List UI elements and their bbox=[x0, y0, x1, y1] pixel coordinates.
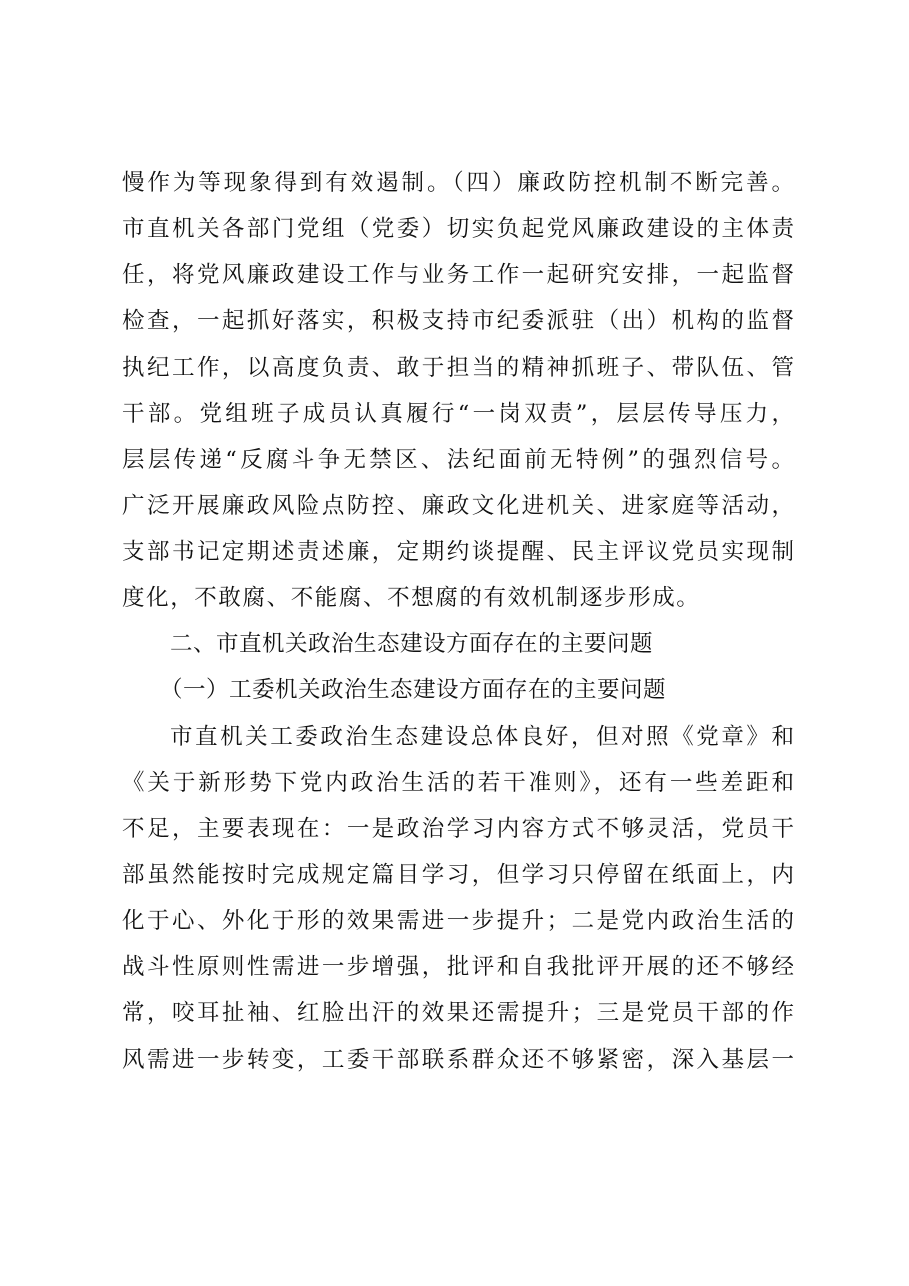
paragraph-2-line-7: 常，咬耳扯袖、红脸出汗的效果还需提升；三是党员干部的作 bbox=[122, 1000, 794, 1026]
paragraph-1-line-10: 度化，不敢腐、不能腐、不想腐的有效机制逐步形成。 bbox=[122, 585, 701, 611]
paragraph-1-line-7: 层层传递“反腐斗争无禁区、法纪面前无特例”的强烈信号。 bbox=[122, 447, 794, 473]
paragraph-2-line-1: 市直机关工委政治生态建设总体良好，但对照《党章》和 bbox=[170, 724, 794, 750]
paragraph-1-line-6: 干部。党组班子成员认真履行“一岗双责”，层层传导压力， bbox=[122, 401, 794, 427]
paragraph-1-line-4: 检查，一起抓好落实，积极支持市纪委派驻（出）机构的监督 bbox=[122, 308, 794, 334]
paragraph-1-line-8: 广泛开展廉政风险点防控、廉政文化进机关、进家庭等活动， bbox=[122, 493, 794, 519]
paragraph-1-line-2: 市直机关各部门党组（党委）切实负起党风廉政建设的主体责 bbox=[122, 216, 794, 242]
section-heading: 二、市直机关政治生态建设方面存在的主要问题 bbox=[170, 631, 654, 657]
paragraph-1-line-9: 支部书记定期述责述廉，定期约谈提醒、民主评议党员实现制 bbox=[122, 539, 794, 565]
paragraph-2-line-6: 战斗性原则性需进一步增强，批评和自我批评开展的还不够经 bbox=[122, 954, 794, 980]
paragraph-1-line-3: 任，将党风廉政建设工作与业务工作一起研究安排，一起监督 bbox=[122, 262, 794, 288]
paragraph-2-line-3: 不足，主要表现在：一是政治学习内容方式不够灵活，党员干 bbox=[122, 816, 794, 842]
paragraph-2-line-2: 《关于新形势下党内政治生活的若干准则》，还有一些差距和 bbox=[122, 770, 794, 796]
paragraph-2-line-8: 风需进一步转变，工委干部联系群众还不够紧密，深入基层一 bbox=[122, 1047, 794, 1073]
paragraph-1-line-5: 执纪工作，以高度负责、敢于担当的精神抓班子、带队伍、管 bbox=[122, 355, 794, 381]
paragraph-1-line-1: 慢作为等现象得到有效遏制。（四）廉政防控机制不断完善。 bbox=[122, 170, 794, 196]
paragraph-2-line-5: 化于心、外化于形的效果需进一步提升；二是党内政治生活的 bbox=[122, 908, 794, 934]
paragraph-2-line-4: 部虽然能按时完成规定篇目学习，但学习只停留在纸面上，内 bbox=[122, 862, 794, 888]
section-subheading: （一）工委机关政治生态建设方面存在的主要问题 bbox=[160, 677, 667, 703]
